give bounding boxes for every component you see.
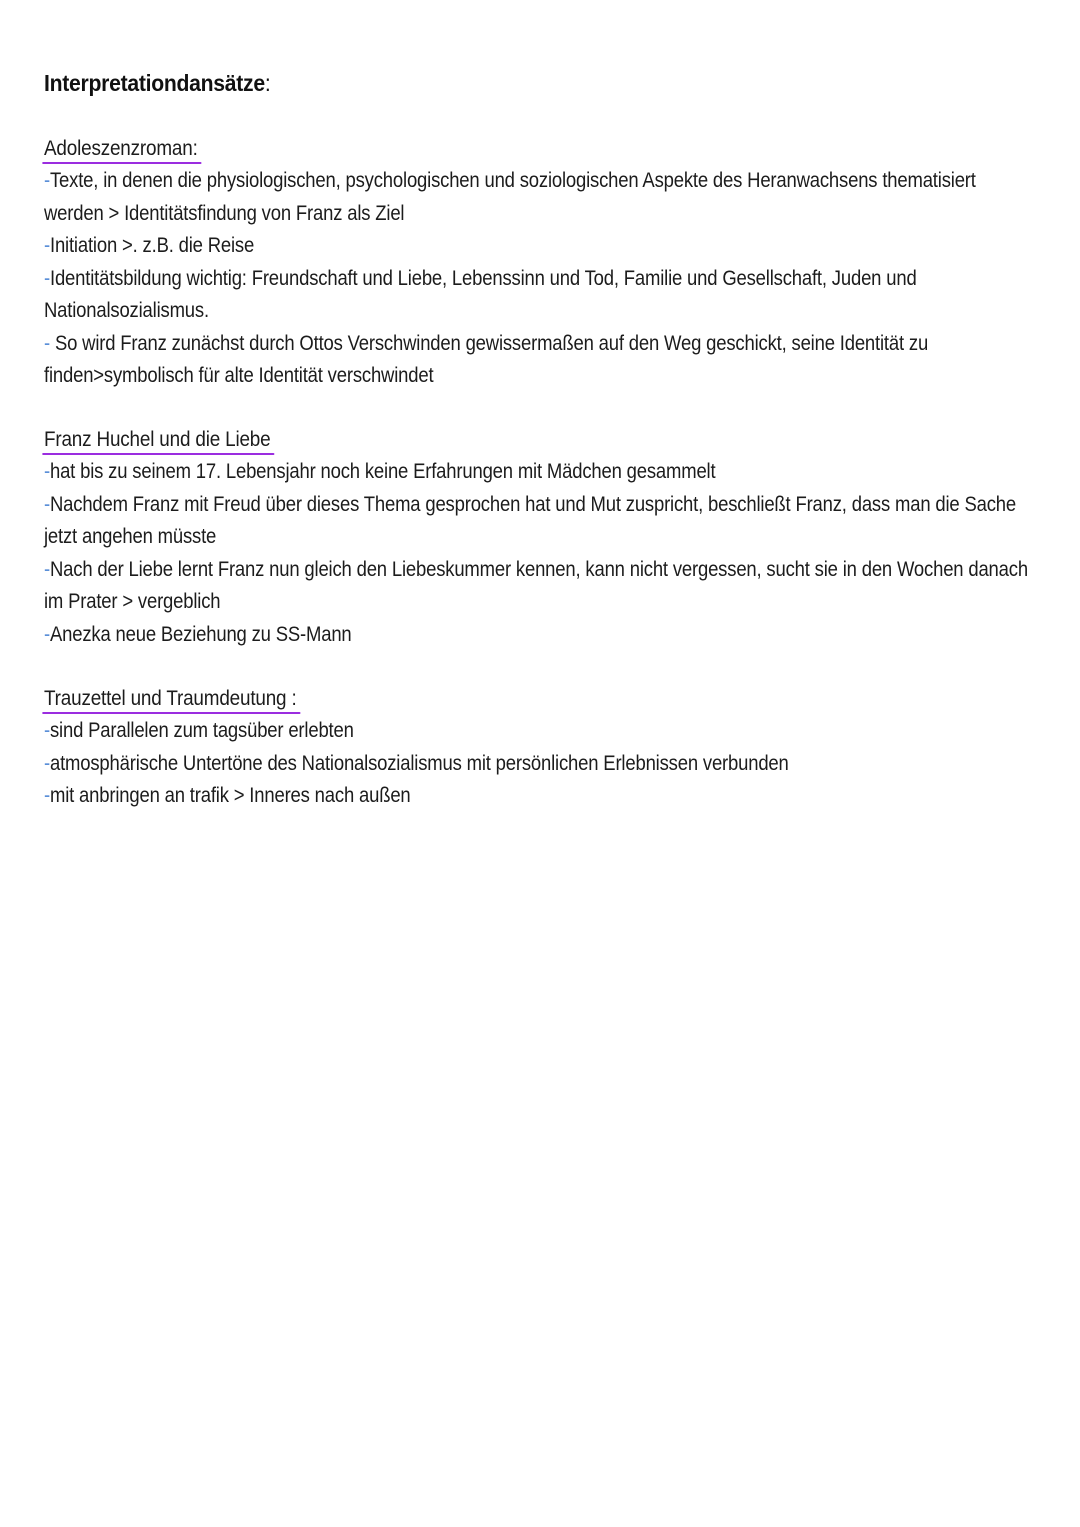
bullet-line: [44, 230, 959, 263]
bullet-line: [44, 295, 959, 328]
bullet-line: [44, 198, 959, 231]
bullet-dash: -: [44, 492, 50, 516]
bullet-line: [44, 360, 959, 393]
section-heading-text: Adoleszenzroman:: [44, 137, 198, 160]
bullet-text: Texte, in denen die physiologischen, psychologischen und soziologischen Aspekte des Heranwachsens thematisiert: [49, 169, 976, 192]
bullet-dash: -: [44, 751, 50, 775]
bullet-text: atmosphärische Untertöne des Nationalsozialismus mit persönlichen Erlebnissen verbunden: [49, 751, 789, 775]
bullet-dash: -: [44, 266, 50, 290]
bullet-line: [44, 165, 976, 198]
bullet-text: werden > Identitätsfindung von Franz als Ziel: [44, 201, 405, 225]
section-franz-huchel-liebe: [44, 424, 1080, 651]
bullet-line: [44, 780, 959, 813]
section-heading-text: Trauzettel und Traumdeutung :: [44, 687, 297, 710]
bullet-line: [44, 748, 959, 781]
section-heading-text: Franz Huchel und die Liebe: [44, 428, 271, 451]
bullet-dash: -: [44, 234, 50, 257]
bullet-dash: -: [44, 784, 50, 807]
bullet-line: [44, 489, 1017, 522]
bullet-text: Initiation >. z.B. die Reise: [49, 234, 255, 257]
section-heading: [44, 424, 270, 456]
bullet-dash: -: [44, 719, 50, 742]
heading-underline: [42, 453, 274, 455]
bullet-line: [44, 263, 959, 296]
bullet-dash: -: [44, 557, 50, 581]
bullet-dash: -: [44, 460, 50, 483]
bullet-text: mit anbringen an trafik > Inneres nach außen: [49, 784, 411, 807]
page-title: [44, 70, 270, 97]
bullet-line: [44, 586, 959, 619]
section-trauzettel-traumdeutung: [44, 683, 1080, 813]
section-adoleszenzroman: [44, 133, 1080, 393]
bullet-line: [44, 521, 959, 554]
bullet-line: [44, 715, 959, 748]
section-heading: [44, 133, 198, 165]
bullet-text: So wird Franz zunächst durch Ottos Verschwinden gewissermaßen auf den Weg geschickt, seine Identität zu: [49, 331, 929, 355]
heading-underline: [42, 712, 300, 714]
bullet-dash: -: [44, 622, 50, 646]
page-title-text: Interpretationdansätze: [44, 70, 265, 96]
section-heading: [44, 683, 297, 715]
bullet-line: [44, 619, 959, 652]
bullet-text: finden>symbolisch für alte Identität verschwindet: [44, 364, 434, 387]
bullet-text: Nach der Liebe lernt Franz nun gleich den Liebeskummer kennen, kann nicht vergessen, sucht sie in den Wochen danach: [49, 557, 1028, 581]
bullet-line: [44, 328, 959, 361]
heading-underline: [42, 162, 201, 164]
bullet-text: Nachdem Franz mit Freud über dieses Thema gesprochen hat und Mut zuspricht, beschließt Franz, dass man die Sache: [49, 492, 1017, 516]
page-title-colon: :: [264, 70, 271, 96]
bullet-text: sind Parallelen zum tagsüber erlebten: [49, 719, 354, 742]
bullet-text: hat bis zu seinem 17. Lebensjahr noch keine Erfahrungen mit Mädchen gesammelt: [49, 460, 716, 483]
bullet-line: [44, 554, 1028, 587]
bullet-text: jetzt angehen müsste: [44, 525, 217, 548]
bullet-text: Anezka neue Beziehung zu SS-Mann: [49, 622, 352, 646]
bullet-dash: -: [44, 169, 50, 192]
bullet-text: im Prater > vergeblich: [44, 590, 221, 613]
bullet-dash: -: [44, 331, 50, 355]
bullet-text: Identitätsbildung wichtig: Freundschaft und Liebe, Lebenssinn und Tod, Familie und Gesellschaft, Juden und: [49, 266, 917, 290]
bullet-text: Nationalsozialismus.: [44, 299, 209, 322]
bullet-line: [44, 456, 959, 489]
